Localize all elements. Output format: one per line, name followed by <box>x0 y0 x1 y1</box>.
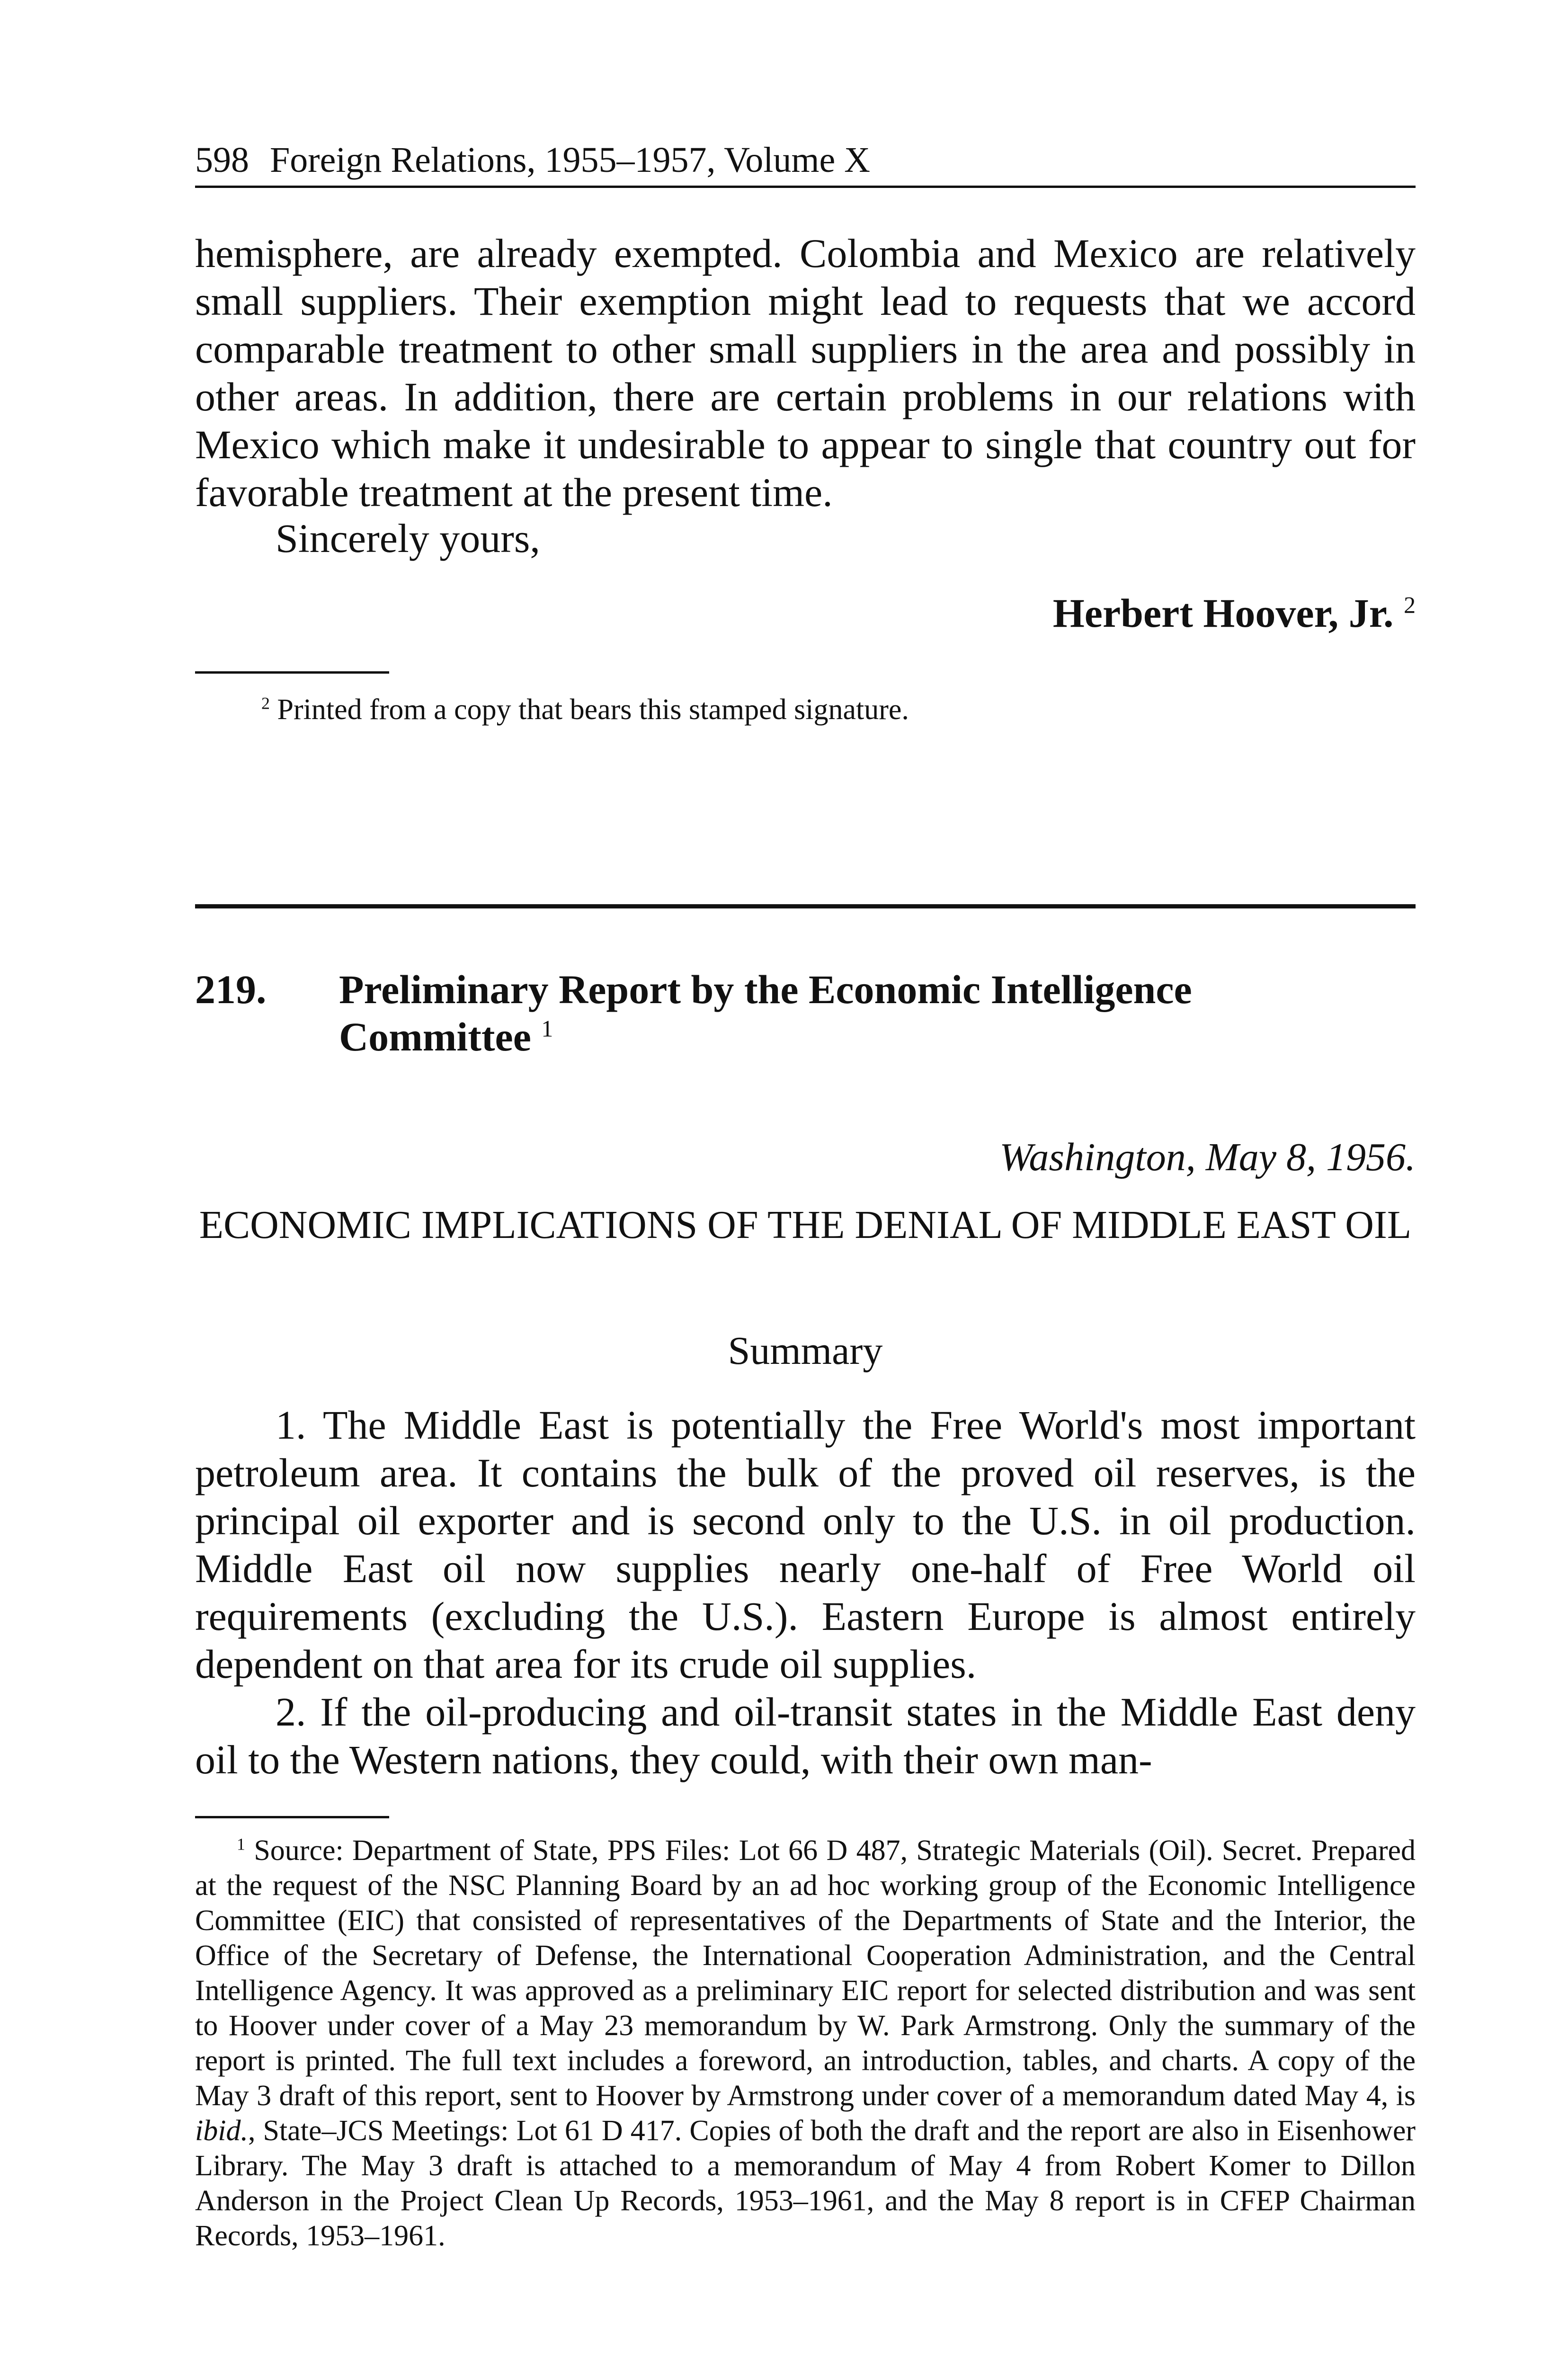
footnote-rule <box>195 671 389 674</box>
footnote-1-part-b: , State–JCS Meetings: Lot 61 D 417. Copies of both the draft and the report are also in Eisenhower Library. The May 3 draft is attached to a memorandum of May 4 from Robert Komer to Dillon Anderson in the Project Clean Up Records, 1953–1961, and the May 8 report is in CFEP Chairman Records, 1953–1961. <box>195 2115 1416 2252</box>
document-number: 219. <box>195 967 267 1012</box>
section-rule <box>195 904 1416 908</box>
summary-heading: Summary <box>728 1329 883 1373</box>
report-title: ECONOMIC IMPLICATIONS OF THE DENIAL OF MIDDLE EAST OIL <box>199 1203 1412 1247</box>
signature <box>1053 589 1416 637</box>
header-rule <box>195 186 1416 188</box>
document-title <box>339 966 1333 1060</box>
footnote-1 <box>195 1833 1416 2253</box>
summary-paragraph-1: 1. The Middle East is potentially the Free World's most important petroleum area. It contains the bulk of the proved oil reserves, is the principal oil exporter and is second only to the U.S. in oil production. Middle East oil now supplies nearly one-half of Free World oil requirements (excluding the U.S.). Eastern Europe is almost entirely dependent on that area for its crude oil supplies. <box>195 1402 1416 1687</box>
running-title: Foreign Relations, 1955–1957, Volume X <box>270 140 871 180</box>
footnote-2-text: Printed from a copy that bears this stamped signature. <box>277 694 909 726</box>
footnote-1-ibid: ibid. <box>195 2115 248 2147</box>
signature-footnote-ref: 2 <box>1404 592 1416 618</box>
signature-name: Herbert Hoover, Jr. <box>1052 590 1394 636</box>
footnote-2-marker: 2 <box>261 694 270 713</box>
letter-closing: Sincerely yours, <box>276 516 540 561</box>
dateline: Washington, May 8, 1956. <box>999 1135 1416 1179</box>
document-title-text: Preliminary Report by the Economic Intelligence Committee <box>339 967 1192 1059</box>
title-footnote-ref: 1 <box>541 1015 553 1042</box>
footnote-1-part-a: Source: Department of State, PPS Files: Lot 66 D 487, Strategic Materials (Oil). Secret. Prepared at the request of the NSC Planning Board by an ad hoc working group of the Economic Intelligence Committee (EIC) that consisted of representatives of the Departments of State and the Interior, the Office of the Secretary of Defense, the International Cooperation Administration, and the Central Intelligence Agency. It was approved as a preliminary EIC report for selected distribution and was sent to Hoover under cover of a May 23 memorandum by W. Park Armstrong. Only the summary of the report is printed. The full text includes a foreword, an introduction, tables, and charts. A copy of the May 3 draft of this report, sent to Hoover by Armstrong under cover of a memorandum dated May 4, is <box>195 1834 1416 2112</box>
footnote-1-text <box>195 1833 1416 2253</box>
running-header <box>195 136 1416 184</box>
letter-continuation <box>195 230 1416 516</box>
footnote-2 <box>195 692 1416 727</box>
summary-body <box>195 1401 1416 1784</box>
footnote-rule <box>195 1816 389 1818</box>
page-number: 598 <box>195 140 249 180</box>
footnote-1-marker: 1 <box>237 1834 245 1854</box>
letter-paragraph: hemisphere, are already exempted. Colombia and Mexico are relatively small suppliers. Their exemption might lead to requests that we accord comparable treatment to other small suppliers in the area and possibly in other areas. In addition, there are certain problems in our relations with Mexico which make it undesirable to appear to single that country out for favorable treatment at the present time. <box>195 231 1416 515</box>
summary-paragraph-2: 2. If the oil-producing and oil-transit states in the Middle East deny oil to the Western nations, they could, with their own man- <box>195 1689 1416 1782</box>
